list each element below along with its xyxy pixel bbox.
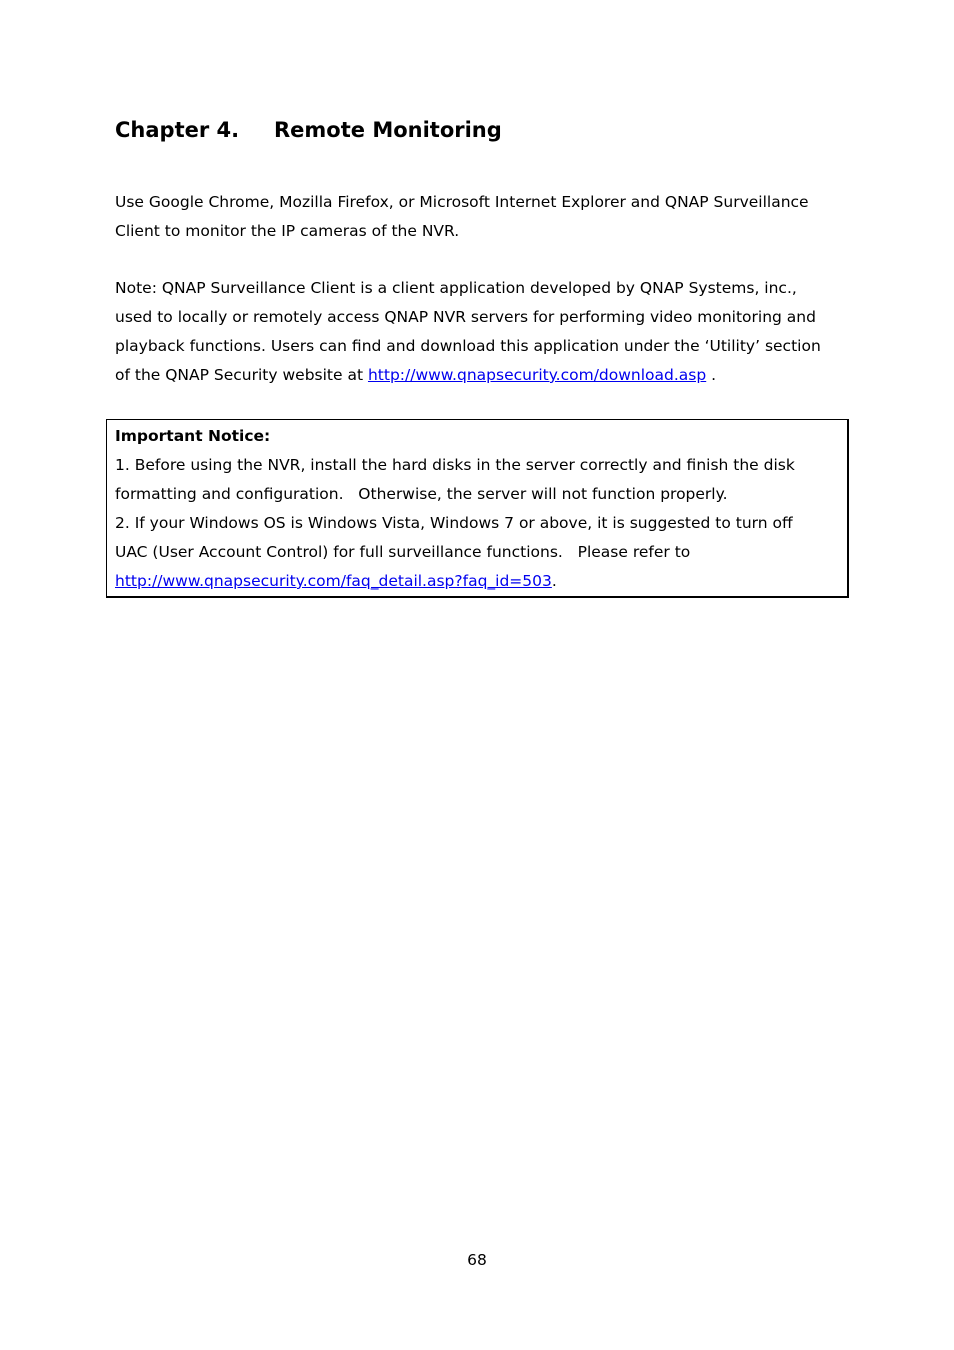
note-line-suffix: . <box>706 366 717 384</box>
note-line-prefix: of the QNAP Security website at <box>115 366 368 384</box>
notice-title: Important Notice: <box>115 427 271 445</box>
chapter-title: Remote Monitoring <box>274 118 502 142</box>
intro-line: Use Google Chrome, Mozilla Firefox, or Microsoft Internet Explorer and QNAP Surveillance <box>115 193 809 211</box>
faq-link[interactable]: http://www.qnapsecurity.com/faq_detail.asp?faq_id=503 <box>115 572 552 590</box>
important-notice-box <box>106 419 849 598</box>
notice-item-line: UAC (User Account Control) for full surveillance functions. Please refer to <box>115 543 691 561</box>
intro-line: Client to monitor the IP cameras of the NVR. <box>115 222 460 240</box>
notice-item-line: 2. If your Windows OS is Windows Vista, Windows 7 or above, it is suggested to turn off <box>115 514 793 532</box>
notice-item-line: 1. Before using the NVR, install the hard disks in the server correctly and finish the disk <box>115 456 795 474</box>
notice-link-suffix: . <box>551 572 557 590</box>
notice-content <box>115 422 840 596</box>
page-number: 68 <box>467 1251 487 1269</box>
intro-paragraph <box>115 188 855 246</box>
note-line: playback functions. Users can find and download this application under the ‘Utility’ section <box>115 337 821 355</box>
note-line-with-link <box>115 361 855 390</box>
notice-item-line: formatting and configuration. Otherwise, the server will not function properly. <box>115 485 728 503</box>
download-link[interactable]: http://www.qnapsecurity.com/download.asp <box>367 366 707 384</box>
note-line: Note: QNAP Surveillance Client is a client application developed by QNAP Systems, inc., <box>115 279 797 297</box>
note-line: used to locally or remotely access QNAP NVR servers for performing video monitoring and <box>115 308 816 326</box>
note-paragraph <box>115 274 855 390</box>
notice-link-line <box>115 567 840 596</box>
chapter-number: Chapter 4. <box>115 118 240 142</box>
chapter-heading <box>115 114 502 146</box>
